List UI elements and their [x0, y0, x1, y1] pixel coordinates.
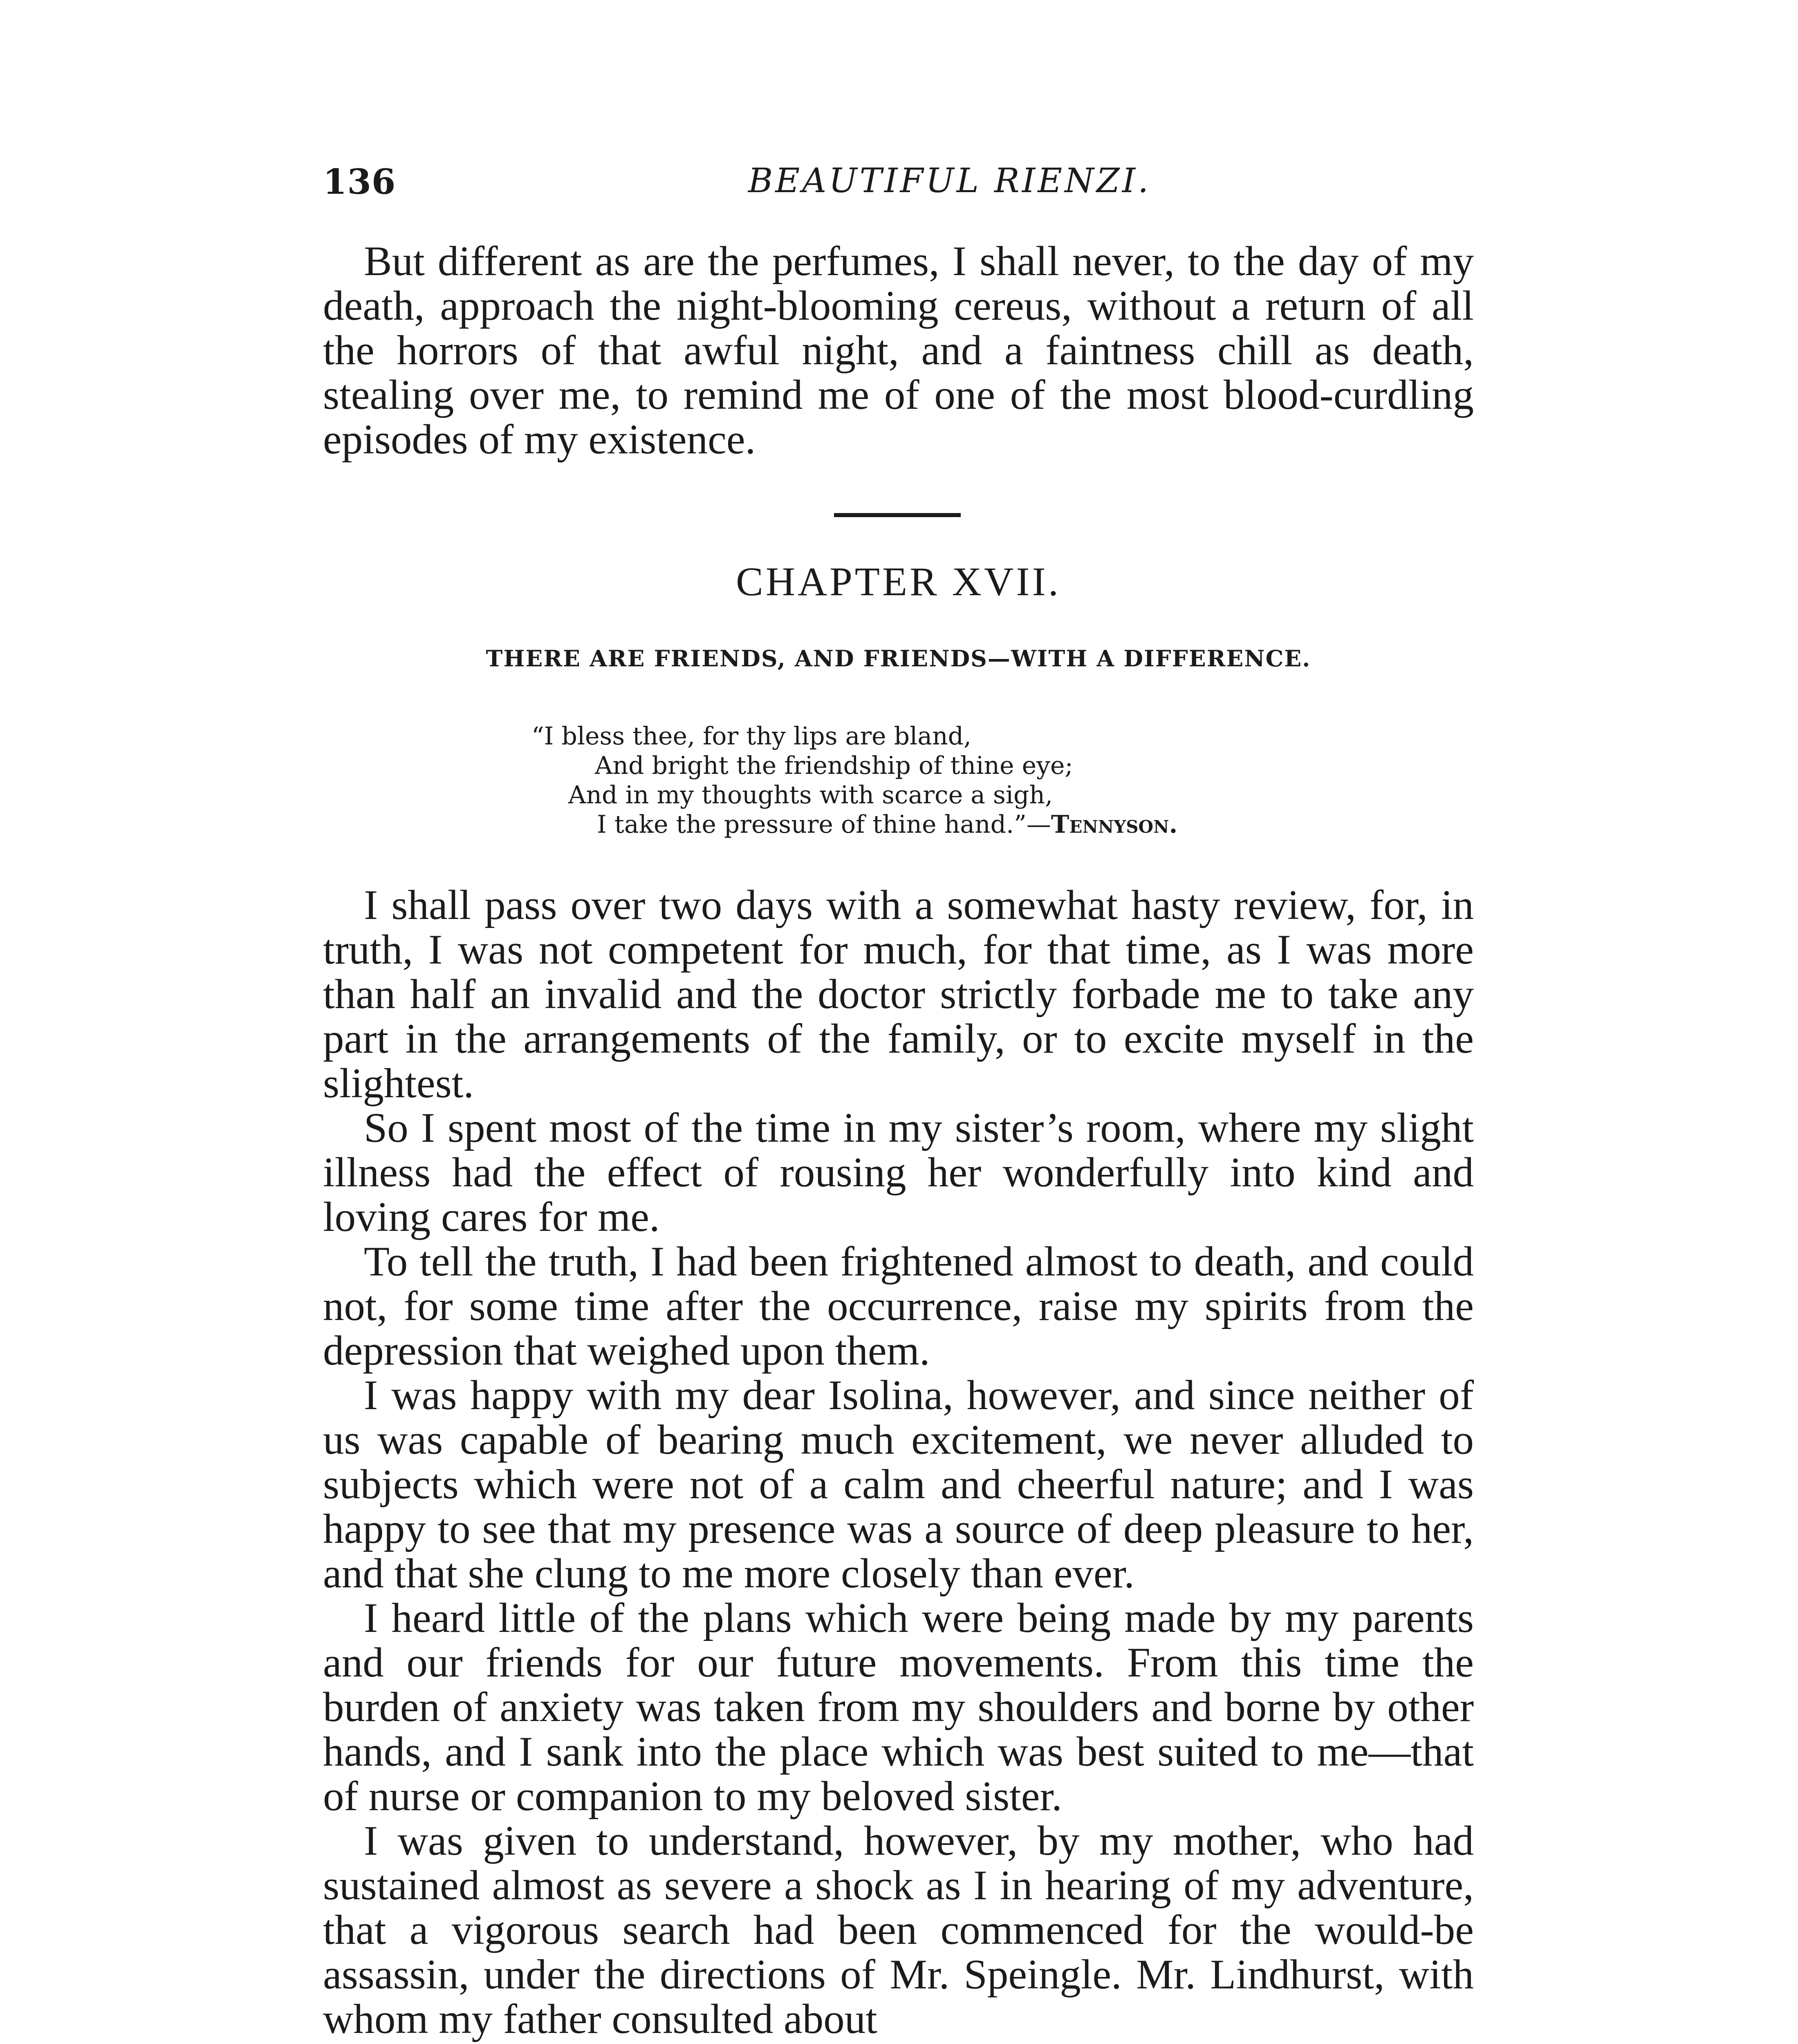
chapter-subtitle: THERE ARE FRIENDS, AND FRIENDS—WITH A DIFFERENCE. — [486, 645, 1311, 672]
running-title: BEAUTIFUL RIENZI. — [748, 161, 1151, 200]
running-head — [323, 161, 1468, 211]
paragraph: But different as are the perfumes, I shall never, to the day of my death, approach the night-blooming cereus, without a return of all the horrors of that awful night, and a faintness chill as death, stealing over me, to remind me of one of the most blood-curdling episodes of my existence. — [323, 238, 1474, 463]
chapter-body — [323, 883, 1474, 2042]
epigraph-attribution: Tennyson. — [1051, 810, 1178, 839]
epigraph-line: And bright the friendship of thine eye; — [595, 751, 1073, 780]
epigraph-line: “I bless thee, for thy lips are bland, — [531, 722, 972, 751]
section-divider — [834, 513, 961, 517]
opening-paragraph-block — [323, 239, 1474, 462]
paragraph: To tell the truth, I had been frightened almost to death, and could not, for some time after the occurrence, raise my spirits from the depression that weighed upon them. — [323, 1238, 1474, 1374]
chapter-heading: CHAPTER XVII. — [736, 559, 1061, 604]
paragraph: I was given to understand, however, by my mother, who had sustained almost as severe a shock as I in hearing of my adventure, that a vigorous search had been commenced for the would-be assassin, under the directions of Mr. Speingle. Mr. Lindhurst, with whom my father consulted about — [323, 1818, 1474, 2042]
page-number: 136 — [323, 161, 396, 202]
paragraph: I was happy with my dear Isolina, however, and since neither of us was capable of bearing much excitement, we never alluded to subjects which were not of a calm and cheerful nature; and I was happy to see that my presence was a source of deep pleasure to her, and that she clung to me more closely than ever. — [323, 1372, 1474, 1597]
paragraph: I heard little of the plans which were being made by my parents and our friends for our future movements. From this time the burden of anxiety was taken from my shoulders and borne by other hands, and I sank into the place which was best suited to me—that of nurse or companion to my beloved sister. — [323, 1595, 1474, 1820]
epigraph-line: And in my thoughts with scarce a sigh, — [568, 781, 1053, 809]
epigraph-line: I take the pressure of thine hand.”— — [597, 810, 1051, 839]
paragraph: I shall pass over two days with a somewhat hasty review, for, in truth, I was not competent for much, for that time, as I was more than half an invalid and the doctor strictly forbade me to take any part in the arrangements of the family, or to excite myself in the slightest. — [323, 882, 1474, 1107]
epigraph — [531, 722, 1390, 839]
epigraph-last-line — [531, 810, 1390, 839]
paragraph: So I spent most of the time in my sister’s room, where my slight illness had the effect of rousing her wonderfully into kind and loving cares for me. — [323, 1105, 1474, 1240]
